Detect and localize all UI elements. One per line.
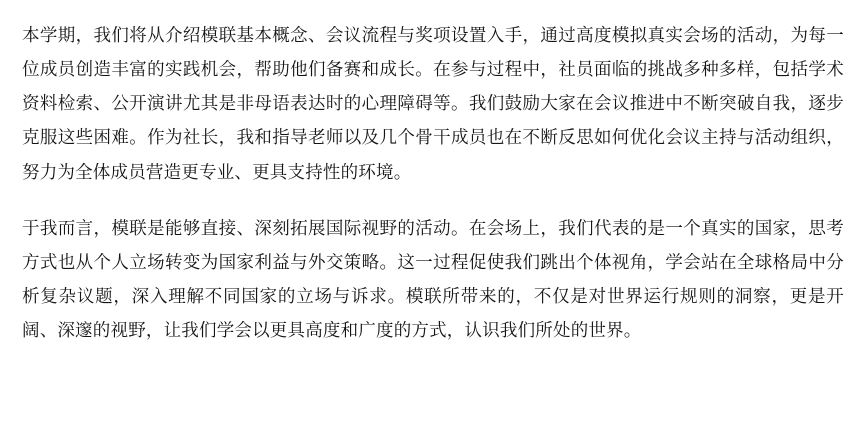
paragraph-1: 本学期，我们将从介绍模联基本概念、会议流程与奖项设置入手，通过高度模拟真实会场的活动，为每一位成员创造丰富的实践机会，帮助他们备赛和成长。在参与过程中，社员面临的挑战多种多样，包括学术资料检索、公开演讲尤其是非母语表达时的心理障碍等。我们鼓励大家在会议推进中不断突破自我，逐步克服这些困难。作为社长，我和指导老师以及几个骨干成员也在不断反思如何优化会议主持与活动组织，努力为全体成员营造更专业、更具支持性的环境。: [22, 25, 844, 182]
paragraph-2: 于我而言，模联是能够直接、深刻拓展国际视野的活动。在会场上，我们代表的是一个真实的国家，思考方式也从个人立场转变为国家利益与外交策略。这一过程促使我们跳出个体视角，学会站在全球格局中分析复杂议题，深入理解不同国家的立场与诉求。模联所带来的，不仅是对世界运行规则的洞察，更是开阔、深邃的视野，让我们学会以更具高度和广度的方式，认识我们所处的世界。: [22, 217, 844, 340]
